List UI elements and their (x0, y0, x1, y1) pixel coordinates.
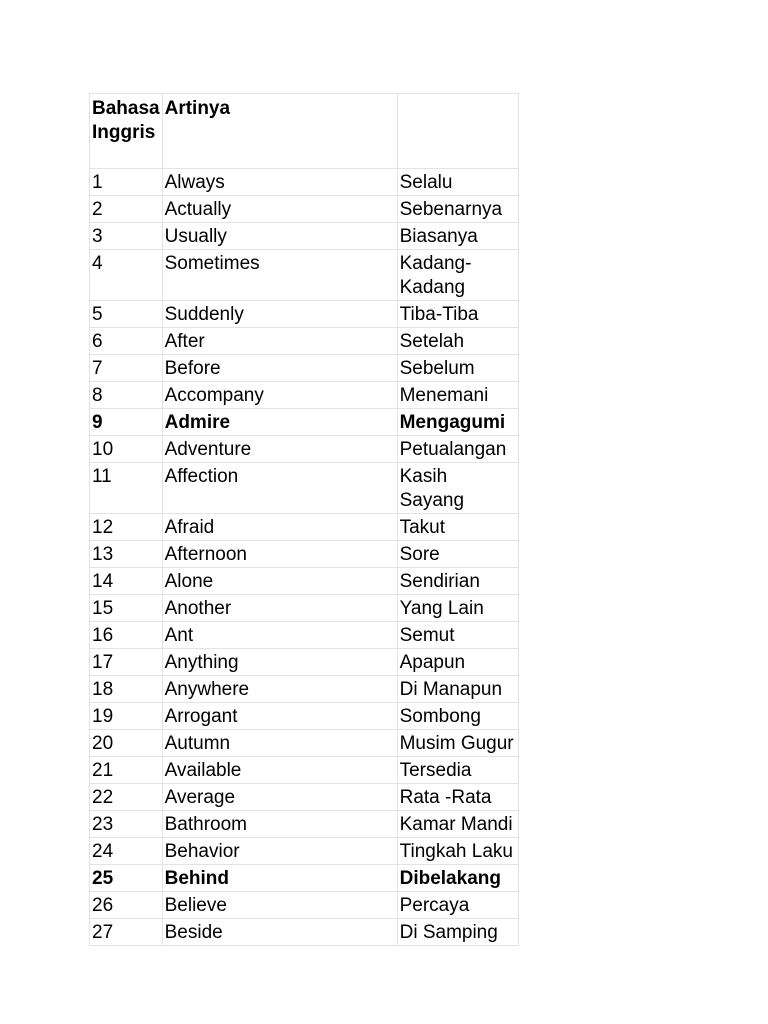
indonesian-meaning: Kadang-Kadang (397, 250, 518, 301)
row-number: 7 (90, 355, 163, 382)
english-word: Adventure (162, 436, 397, 463)
english-word: Usually (162, 223, 397, 250)
table-row (90, 703, 519, 730)
indonesian-meaning: Mengagumi (397, 409, 518, 436)
row-number: 3 (90, 223, 163, 250)
indonesian-meaning: Kasih Sayang (397, 463, 518, 514)
row-number: 12 (90, 514, 163, 541)
indonesian-meaning: Sore (397, 541, 518, 568)
row-number: 24 (90, 838, 163, 865)
row-number: 16 (90, 622, 163, 649)
table-row (90, 436, 519, 463)
indonesian-meaning: Sebenarnya (397, 196, 518, 223)
header-artinya: Artinya (162, 94, 397, 169)
indonesian-meaning: Di Manapun (397, 676, 518, 703)
indonesian-meaning: Selalu (397, 169, 518, 196)
indonesian-meaning: Sendirian (397, 568, 518, 595)
header-empty-cell (397, 94, 518, 169)
row-number: 21 (90, 757, 163, 784)
indonesian-meaning: Yang Lain (397, 595, 518, 622)
table-row (90, 757, 519, 784)
english-word: Sometimes (162, 250, 397, 301)
row-number: 22 (90, 784, 163, 811)
table-row (90, 649, 519, 676)
table-row (90, 409, 519, 436)
english-word: Anywhere (162, 676, 397, 703)
english-word: Afraid (162, 514, 397, 541)
row-number: 14 (90, 568, 163, 595)
table-row (90, 892, 519, 919)
indonesian-meaning: Semut (397, 622, 518, 649)
indonesian-meaning: Sebelum (397, 355, 518, 382)
row-number: 9 (90, 409, 163, 436)
table-row (90, 568, 519, 595)
table-row (90, 811, 519, 838)
indonesian-meaning: Apapun (397, 649, 518, 676)
row-number: 27 (90, 919, 163, 946)
row-number: 11 (90, 463, 163, 514)
table-row (90, 784, 519, 811)
english-word: Autumn (162, 730, 397, 757)
english-word: After (162, 328, 397, 355)
row-number: 13 (90, 541, 163, 568)
indonesian-meaning: Dibelakang (397, 865, 518, 892)
english-word: Before (162, 355, 397, 382)
row-number: 20 (90, 730, 163, 757)
table-row (90, 328, 519, 355)
english-word: Believe (162, 892, 397, 919)
indonesian-meaning: Percaya (397, 892, 518, 919)
indonesian-meaning: Tingkah Laku (397, 838, 518, 865)
indonesian-meaning: Petualangan (397, 436, 518, 463)
row-number: 23 (90, 811, 163, 838)
english-word: Another (162, 595, 397, 622)
table-row (90, 196, 519, 223)
english-word: Affection (162, 463, 397, 514)
row-number: 18 (90, 676, 163, 703)
header-row (90, 94, 519, 169)
indonesian-meaning: Menemani (397, 382, 518, 409)
row-number: 19 (90, 703, 163, 730)
english-word: Behind (162, 865, 397, 892)
table-row (90, 301, 519, 328)
table-row (90, 838, 519, 865)
table-row (90, 919, 519, 946)
english-word: Afternoon (162, 541, 397, 568)
row-number: 5 (90, 301, 163, 328)
indonesian-meaning: Tersedia (397, 757, 518, 784)
table-row (90, 676, 519, 703)
table-row (90, 622, 519, 649)
english-word: Beside (162, 919, 397, 946)
table-row (90, 541, 519, 568)
row-number: 15 (90, 595, 163, 622)
row-number: 6 (90, 328, 163, 355)
table-row (90, 223, 519, 250)
indonesian-meaning: Di Samping (397, 919, 518, 946)
table-row (90, 355, 519, 382)
english-word: Accompany (162, 382, 397, 409)
indonesian-meaning: Rata -Rata (397, 784, 518, 811)
table-row (90, 169, 519, 196)
indonesian-meaning: Sombong (397, 703, 518, 730)
table-row (90, 595, 519, 622)
indonesian-meaning: Takut (397, 514, 518, 541)
row-number: 4 (90, 250, 163, 301)
table-row (90, 463, 519, 514)
english-word: Actually (162, 196, 397, 223)
english-word: Always (162, 169, 397, 196)
indonesian-meaning: Musim Gugur (397, 730, 518, 757)
indonesian-meaning: Biasanya (397, 223, 518, 250)
english-word: Behavior (162, 838, 397, 865)
header-bahasa-inggris: Bahasa Inggris (90, 94, 163, 169)
english-word: Arrogant (162, 703, 397, 730)
english-word: Suddenly (162, 301, 397, 328)
english-word: Admire (162, 409, 397, 436)
english-word: Alone (162, 568, 397, 595)
row-number: 8 (90, 382, 163, 409)
table-row (90, 250, 519, 301)
indonesian-meaning: Kamar Mandi (397, 811, 518, 838)
table-row (90, 382, 519, 409)
english-word: Ant (162, 622, 397, 649)
indonesian-meaning: Tiba-Tiba (397, 301, 518, 328)
table-row (90, 865, 519, 892)
row-number: 26 (90, 892, 163, 919)
english-word: Available (162, 757, 397, 784)
row-number: 17 (90, 649, 163, 676)
english-word: Average (162, 784, 397, 811)
table-row (90, 730, 519, 757)
row-number: 10 (90, 436, 163, 463)
row-number: 25 (90, 865, 163, 892)
english-word: Anything (162, 649, 397, 676)
table-row (90, 514, 519, 541)
indonesian-meaning: Setelah (397, 328, 518, 355)
vocabulary-table (89, 93, 519, 946)
vocabulary-table-body (90, 94, 519, 946)
english-word: Bathroom (162, 811, 397, 838)
row-number: 2 (90, 196, 163, 223)
row-number: 1 (90, 169, 163, 196)
